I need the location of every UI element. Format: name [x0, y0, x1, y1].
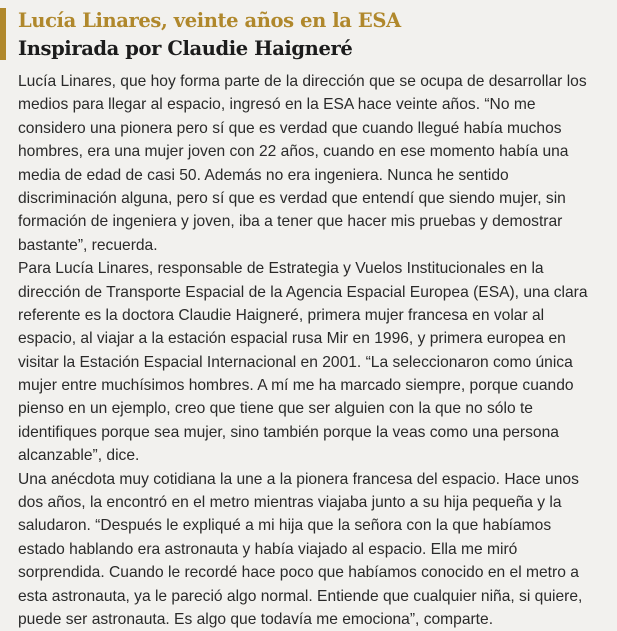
body-line: bastante”, recuerda.: [18, 236, 158, 254]
body-line: formación de ingeniera y joven, iba a tener que hacer mis pruebas y demostrar: [18, 213, 563, 231]
body-line: hombres, era una mujer joven con 22 años, cuando en ese momento había una: [18, 143, 569, 161]
body-line: espacio, al viajar a la estación espacial rusa Mir en 1996, y primera europea en: [18, 330, 566, 348]
body-line: dos años, la encontró en el metro mientras viajaba junto a su hija pequeña y la: [18, 494, 562, 512]
body-line: puede ser astronauta. Es algo que todavía me emociona”, comparte.: [18, 610, 494, 628]
article-kicker: Lucía Linares, veinte años en la ESA: [18, 9, 401, 32]
body-line: alcanzable”, dice.: [18, 447, 140, 465]
body-line: identifiques porque sea mujer, sino también porque la veas como una persona: [18, 423, 559, 441]
body-line: considero una pionera pero sí que es verdad que cuando llegué había muchos: [18, 119, 562, 137]
paragraph-1: [18, 70, 617, 257]
body-line: referente es la doctora Claudie Haigneré, primera mujer francesa en volar al: [18, 306, 545, 324]
paragraph-2: [18, 257, 617, 468]
body-line: estado hablando era astronauta y había viajado al espacio. Ella me miró: [18, 540, 518, 558]
body-line: dirección de Transporte Espacial de la Agencia Espacial Europea (ESA), una clara: [18, 283, 588, 301]
body-line: visitar la Estación Espacial Internacional en 2001. “La seleccionaron como única: [18, 353, 573, 371]
accent-rule: [0, 8, 6, 60]
body-line: Una anécdota muy cotidiana la une a la pionera francesa del espacio. Hace unos: [18, 470, 579, 488]
body-line: pienso en un ejemplo, creo que tiene que ser alguien con la que no sólo te: [18, 400, 533, 418]
body-line: discriminación alguna, pero sí que es verdad que entendí que siendo mujer, sin: [18, 189, 566, 207]
paragraph-3: [18, 468, 617, 631]
body-line: esta astronauta, ya le pareció algo normal. Entiende que cualquier niña, si quiere,: [18, 587, 583, 605]
body-line: Para Lucía Linares, responsable de Estrategia y Vuelos Institucionales en la: [18, 260, 544, 278]
body-line: saludaron. “Después le expliqué a mi hija que la señora con la que habíamos: [18, 517, 552, 535]
article-body: [18, 70, 617, 631]
article-headline: Inspirada por Claudie Haigneré: [18, 37, 353, 60]
body-line: medios para llegar al espacio, ingresó en la ESA hace veinte años. “No me: [18, 96, 536, 114]
body-line: sorprendida. Cuando le recordé hace poco que habíamos conocido en el metro a: [18, 564, 579, 582]
body-line: media de edad de casi 50. Además no era ingeniera. Nunca he sentido: [18, 166, 509, 184]
body-line: mujer entre muchísimos hombres. A mí me ha marcado siempre, porque cuando: [18, 377, 574, 395]
body-line: Lucía Linares, que hoy forma parte de la dirección que se ocupa de desarrollar los: [18, 73, 587, 90]
